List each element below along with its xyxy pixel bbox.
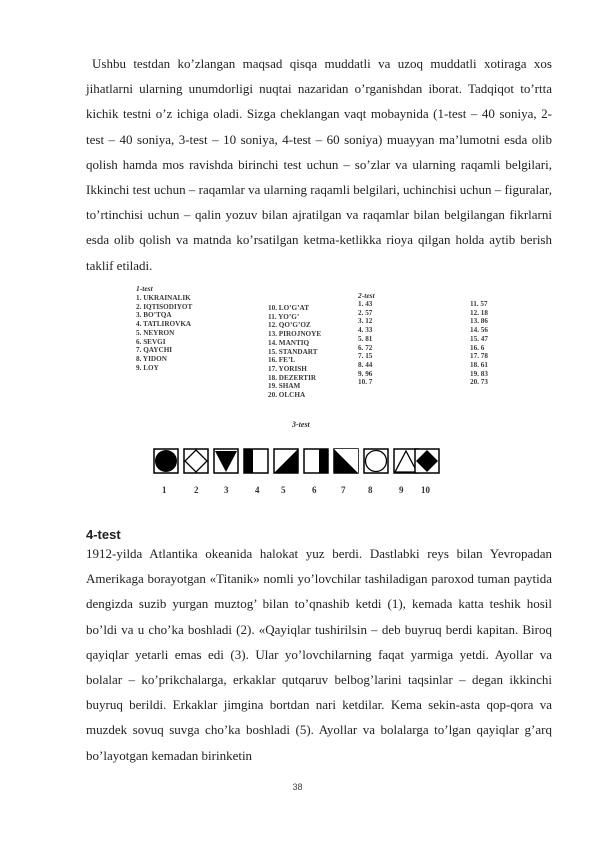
figure-3-triangle-in-square bbox=[214, 449, 238, 473]
test2-number-item: 13. 86 bbox=[470, 317, 488, 326]
test3-figure-number: 9 bbox=[399, 485, 404, 495]
test3-figure-number: 6 bbox=[312, 485, 317, 495]
test2-numbers-col2 bbox=[470, 300, 488, 387]
test2-number-item: 10. 7 bbox=[358, 378, 373, 387]
test3-figures bbox=[153, 448, 441, 474]
test1-word-item: 10. LO’G’AT bbox=[268, 304, 309, 312]
test2-number-item: 8. 44 bbox=[358, 360, 373, 369]
test1-words-col2 bbox=[268, 304, 321, 400]
figure-8-ring-in-square bbox=[364, 449, 388, 473]
test2-number-item: 11. 57 bbox=[470, 300, 488, 308]
figure-10-filled-diamond-square bbox=[415, 449, 439, 473]
test3-title: 3-test bbox=[292, 420, 310, 429]
test1-word-item: 18. DEZERTIR bbox=[268, 373, 317, 382]
test1-word-item: 5. NEYRON bbox=[136, 328, 175, 337]
figure-7-corner-triangle-square bbox=[334, 449, 358, 473]
test2-number-item: 20. 73 bbox=[470, 378, 488, 387]
figure-1-circle-in-square bbox=[154, 449, 178, 473]
test1-word-item: 11. YO’G’ bbox=[268, 312, 300, 321]
test1-word-item: 7. QAYCHI bbox=[136, 346, 173, 355]
test2-number-item: 7. 15 bbox=[358, 352, 373, 361]
test2-number-item: 12. 18 bbox=[470, 308, 488, 317]
test1-word-item: 13. PIROJNOYE bbox=[268, 330, 322, 339]
figure-6-bar-square bbox=[304, 449, 328, 473]
test2-number-item: 3. 12 bbox=[358, 317, 373, 326]
intro-paragraph: Ushbu testdan ko’zlangan maqsad qisqa muddatli va uzoq muddatli xotiraga xos jihatlarni ularning unumdorligi nuqtai nazaridan o’rganishdan iborat. Tadqiqot to’rtta kichik testni o’z ichiga oladi. Sizga cheklangan vaqt mobaynida (1-test – 40 soniya, 2-test – 40 soniya, 3-test – 10 soniya, 4-test – 60 soniya) muayyan ma’lumotni esda olib qolish hamda mos ravishda birinchi test uchun – so’zlar va ularning raqamli belgilari, Ikkinchi test uchun – raqamlar va ularning raqamli belgilari, uchinchisi uchun – figuralar, to’rtinchisi uchun – qalin yozuv bilan ajratilgan va raqamlar bilan belgilangan fikrlarni esda olib qolish va matnda ko’rsatilgan ketma-ketlikka rioya qilgan holda aytib berish taklif etiladi. bbox=[86, 56, 552, 273]
test2-number-item: 9. 96 bbox=[358, 369, 373, 378]
test1-word-item: 12. QO’G’OZ bbox=[268, 321, 311, 330]
test1-title: 1-test bbox=[136, 284, 153, 293]
test1-word-item: 17. YORISH bbox=[268, 364, 307, 373]
test1-word-item: 8. YIDON bbox=[136, 354, 167, 363]
figure-2-diamond-in-square bbox=[184, 449, 208, 473]
test1-word-item: 14. MANTIQ bbox=[268, 338, 310, 347]
test1-word-item: 2. IQTISODIYOT bbox=[136, 302, 193, 311]
test2-number-item: 19. 83 bbox=[470, 369, 488, 378]
test1-word-item: 3. BO’TQA bbox=[136, 311, 172, 320]
test2-number-item: 15. 47 bbox=[470, 334, 488, 343]
test2-number-item: 14. 56 bbox=[470, 326, 488, 335]
test2-number-item: 16. 6 bbox=[470, 343, 485, 352]
test1-words-col1 bbox=[136, 294, 192, 372]
figure-4-half-filled-square bbox=[244, 449, 268, 473]
test1-word-item: 16. FE’L bbox=[268, 356, 296, 365]
page-number: 38 bbox=[292, 782, 303, 792]
test1-word-item: 6. SEVGI bbox=[136, 337, 166, 346]
test2-number-item: 2. 57 bbox=[358, 308, 373, 317]
test2-title: 2-test bbox=[358, 291, 375, 300]
test3-figure-number: 7 bbox=[341, 485, 346, 495]
test1-word-item: 19. SHAM bbox=[268, 382, 301, 391]
test3-figure-numbers bbox=[150, 485, 450, 497]
figure-5-diagonal-square bbox=[274, 449, 298, 473]
test3-figure-number: 2 bbox=[194, 485, 199, 495]
test3-figure-number: 3 bbox=[224, 485, 229, 495]
test4-paragraph: 1912-yilda Atlantika okeanida halokat yuz berdi. Dastlabki reys bilan Yevropadan Amerikaga borayotgan «Titanik» nomli yo’lovchilar tashiladigan paroxod tuman paytida dengizda suzib yurgan muztog’ bilan to’qnashib ketdi (1), kemada katta teshik hosil bo’ldi va u cho’ka boshladi (2). «Qayiqlar tushirilsin – deb buyruq berdi kapitan. Biroq qayiqlar yetarli emas edi (3). Ular yo’lovchilarning faqat yarmiga yetdi. Ayollar va bolalar – ko’prikchalarga, erkaklar qutqaruv belbog’larini taqsinlar – degan ikkinchi buyruq berildi. Erkaklar jimgina bortdan nari ketdilar. Kema sekin-asta qop-qora va muzdek sovuq suvga cho’ka boshladi (5). Ayollar va bolalarga to’lgan qayiqlar g’arq bo’layotgan kemadan birinketin bbox=[86, 546, 552, 763]
test2-number-item: 5. 81 bbox=[358, 334, 373, 343]
test1-word-item: 20. OLCHA bbox=[268, 391, 306, 400]
test2-number-item: 18. 61 bbox=[470, 360, 488, 369]
test2-number-item: 4. 33 bbox=[358, 326, 373, 335]
test1-word-item: 9. LOY bbox=[136, 363, 159, 372]
test3-figure-number: 10 bbox=[421, 485, 430, 495]
test3-figure-number: 5 bbox=[281, 485, 286, 495]
test3-figure-number: 8 bbox=[368, 485, 373, 495]
test3-figure-number: 4 bbox=[255, 485, 260, 495]
test2-number-item: 17. 78 bbox=[470, 352, 488, 361]
test1-word-item: 4. TATLIROVKA bbox=[136, 320, 192, 329]
test3-figure-number: 1 bbox=[162, 485, 167, 495]
test1-word-item: 15. STANDART bbox=[268, 347, 318, 356]
test2-numbers-col1 bbox=[358, 300, 372, 387]
test4-heading: 4-test bbox=[86, 527, 121, 542]
test2-number-item: 6. 72 bbox=[358, 343, 373, 352]
test2-number-item: 1. 43 bbox=[358, 300, 373, 308]
test1-word-item: 1. UKRAINALIK bbox=[136, 294, 191, 302]
